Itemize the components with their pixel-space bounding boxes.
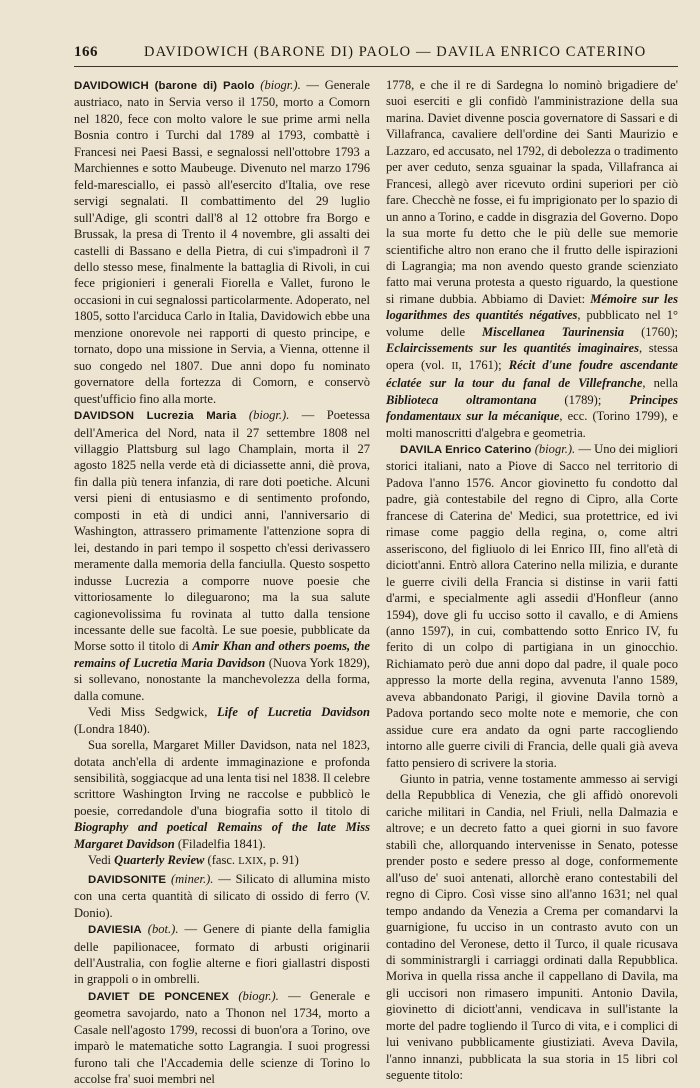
entry-category: (biogr.). (238, 988, 279, 1003)
entry-text: (Nuova York 1829), si sollevano, nonostante la manchevolezza della forma, dalla comune. (74, 655, 370, 703)
see-text: (fasc. (204, 853, 239, 868)
see-text: Vedi Miss Sedgwick, (88, 705, 217, 720)
entry-text: — Silicato di allumina misto con una certa quantità di silicato di ossido di ferro (V. Donio). (74, 871, 370, 920)
entry-head: DAVIDSON Lucrezia Maria (74, 410, 237, 423)
entry-text: — Generale e geometra savojardo, nato a Thonon nel 1734, morto a Casale nell'agosto 1799, recossi di buon'ora a Torino, ove imparò le matematiche sotto Lagrangia. I suoi progressi furono tali che l'Accademia delle scienze di Torino lo accolse fra' suoi membri nel (74, 988, 370, 1087)
entry-text: Sua sorella, Margaret Miller Davidson, nata nel 1823, dotata anch'ella di ardente immaginazione e profonda sensibilità, soggiacque ad una lenta tisi nel 1838. Il celebre scrittore Washington Irving ne raccolse e pubblicò le poesie, corredandole d'una biografia sotto il titolo di (74, 738, 370, 818)
see-also (74, 852, 370, 870)
page-header (74, 44, 678, 67)
entry-text: 1778, e che il re di Sardegna lo nominò brigadiere de' suoi eserciti e gli confidò l'amministrazione della sua marina. Daviet divenne poscia governatore di Sassari e di Villafranca, cavaliere dell'ordine dei Santi Maurizio e Lazzaro, ed accusato, nel 1792, di debolezza o tradimento per aver ceduto, senza sguainar la spada, Villafranca ai Francesi, allegò aver ricevuto ordini superiori per ciò fare. Checchè ne fosse, ei fu imprigionato per lo spazio di un anno a Torino, e cadde in disgrazia del Governo. Dopo la sua morte fu detto che le più delle sue memorie scientifiche altro non erano che il frutto delle ispirazioni di Lagrangia; ma non avendo questo grande scienziato fatto mai veruna protesta a questo riguardo, la questione si rimane dubbia. Abbiamo di Daviet: (386, 78, 678, 306)
entry-category: (biogr.). (248, 408, 290, 423)
entry-category: (biogr.). (534, 441, 576, 456)
entry-davidson-lucrezia (74, 407, 370, 704)
text-columns (74, 77, 678, 1087)
entry-text: — Genere di piante della famiglia delle papilionacee, formato di arbusti originarii dell'Australia, con foglie alterne e fiori giallastri disposti in grappoli o in ombrelli. (74, 922, 370, 987)
book-title: Miscellanea Taurinensia (482, 324, 625, 339)
running-title: DAVIDOWICH (BARONE DI) PAOLO — DAVILA ENRICO CATERINO (144, 44, 647, 60)
entry-text: , pubblicato nel 1° volume delle (386, 308, 678, 339)
right-column (386, 77, 678, 1083)
entry-text: , ecc. (Torino 1799), e molti manoscritti d'algebra e geometria. (386, 409, 678, 440)
entry-text: , stessa opera (vol. (386, 341, 678, 372)
entry-head: DAVIDOWICH (barone di) Paolo (74, 80, 255, 92)
book-title: Life of Lucretia Davidson (216, 705, 370, 720)
entry-daviesia (74, 921, 370, 988)
entry-davidson-margaret (74, 737, 370, 852)
book-title: Principes fondamentaux sur la mécanique (386, 392, 678, 424)
see-fasc: LXIX (238, 856, 264, 868)
entry-text: — Poetessa dell'America del Nord, nata il 27 settembre 1808 nel villaggio Plattsburg sul lago Champlain, morta il 27 agosto 1825 nella verde età di diciassette anni, diè prova, fin dalla più tenera infanzia, di rare doti poetiche. Alcuni versi pieni di entusiasmo e di sentimento profondo, composti in età di undici anni, l'anniversario di Washington, attrassero primamente l'attenzione sopra di lei, destando in pari tempo il sospetto ch'essi derivassero meramente dalla memoria della fanciulla. Questo sospetto indusse Lucrezia a comporre nuove poesie che vittoriosamente lo dileguarono; ma la sua salute cagionevolissima fu rovinata al tutto dalla tensione incessante delle sue facoltà. Le sue poesie, pubblicate da Morse sotto il titolo di (74, 408, 370, 654)
entry-text: , 1761); (458, 357, 509, 372)
book-title: Eclaircissements sur les quantités imaginaires (386, 341, 639, 356)
entry-head: DAVIET DE PONCENEX (88, 990, 230, 1003)
see-text: (Londra 1840). (74, 721, 150, 736)
entry-text: (1789); (536, 392, 630, 407)
see-also (74, 704, 370, 737)
entry-category: (biogr.). (260, 78, 301, 92)
see-text: Vedi (88, 853, 115, 868)
entry-category: (bot.). (147, 922, 179, 937)
left-column (74, 77, 370, 1087)
entry-head: DAVIESIA (88, 924, 142, 937)
book-title: Mémoire sur les logarithmes des quantités négatives (386, 291, 678, 323)
entry-text: — Generale austriaco, nato in Servia verso il 1750, morto a Comorn nel 1820, fece con molto valore le sue prime armi nella Bosnia contro i Turchi dal 1789 al 1793, combattè i Francesi nei Paesi Bassi, e segnalossi nell'ottobre 1793 a Marchiennes e sotto Maubeuge. Divenuto nel marzo 1796 feld-maresciallo, ei passò all'esercito d'Italia, ove rese servigi segnalati. Il combattimento del 29 luglio sull'Adige, gli scontri dall'8 al 12 ottobre fra Borgo e Brussak, la presa di Trento il 4 novembre, gli assalti dei castelli di Bassano e della Pietra, di cui s'impadronì il 7 dello stesso mese, finalmente la battaglia di Rivoli, in cui fece prigionieri i generali Fiorella e Vallet, furono le occasioni in cui segnalossi particolarmente. Adoperato, nel 1805, sotto l'arciduca Carlo in Italia, Davidowich ebbe una menzione onorevole nei rapporti di questo principe, e tornato, dopo una missione in Servia, a Vienna, ottenne il suo congedo nel 1807. Due anni dopo fu nominato governatore della fortezza di Comorn, e conservò quest'ufficio fino alla morte. (74, 78, 370, 406)
book-title: Amir Khan and others poems, the remains of Lucretia Maria Davidson (74, 639, 370, 670)
entry-text: , nella (642, 376, 678, 391)
entry-davidsonite (74, 871, 370, 921)
page-number: 166 (74, 44, 98, 60)
entry-davila (386, 441, 678, 771)
book-title: Récit d'une foudre ascendante éclatée sur la tour du fanal de Villefranche (386, 357, 678, 391)
entry-daviet (74, 988, 370, 1088)
entry-daviet-continued (386, 77, 678, 441)
book-title: Biblioteca oltramontana (386, 392, 537, 407)
entry-category: (miner.). (170, 871, 214, 886)
see-text: , p. 91) (263, 853, 299, 868)
book-title: Quarterly Review (114, 853, 205, 868)
volume-number: II (451, 360, 459, 372)
entry-text: — Uno dei migliori storici italiani, nato a Piove di Sacco nel territorio di Padova l'anno 1576. Ancor giovinetto fu condotto dal padre, già contestabile del regno di Cipro, alla Corte francese di Caterina de' Medici, sua protettrice, ed ivi rimase come paggio della regina, o, come altri asseriscono, del figliuolo di lei Enrico III, fino all'età di diciott'anni. Entrò allora Caterino nella milizia, e durante le guerre civili della Francia si distinse in varii fatti d'armi, e specialmente agli assedii d'Honfleur (anno 1594), dove gli fu ucciso sotto il cavallo, e di Amiens (anno 1597), in cui, combattendo sotto Enrico IV, fu ferito di un colpo di partigiana in un ginocchio. Richiamato però due anni dopo dal padre, il quale poco appresso la morte della regina, avvenuta l'anno 1589, aveva abbandonato Parigi, il giovine Davila tornò a Padova portando seco molte note e memorie, che con assidue cure era andato da ogni parte raccogliendo intorno alle guerre civili di Francia, delle quali già aveva fatto pensiero di scrivere la storia. (386, 441, 678, 770)
entry-head: DAVILA Enrico Caterino (400, 443, 532, 456)
entry-text: (Filadelfia 1841). (174, 836, 266, 851)
book-title: Biography and poetical Remains of the late Miss Margaret Davidson (74, 820, 370, 851)
entry-head: DAVIDSONITE (88, 873, 167, 886)
entry-davidowich (74, 77, 370, 407)
entry-davila-continued: Giunto in patria, venne tostamente ammesso ai servigi della Repubblica di Venezia, che gli affidò onorevoli cariche militari in Candia, nel Friuli, nella Dalmazia e altrove; e un decreto fatto a quei giorni in suo favore stabilì che, allorquando intervenisse in Senato, potesse prender posto e sedere presso al doge, conformemente all'uso de' suoi antenati, allorchè erano contestabili del regno di Cipro. Così visse sino all'anno 1631; nel qual tempo andando da Venezia a Crema per comandarvi la guarnigione, fu ucciso in un contrasto avuto con un contadino del Veronese, detto il Turco, il quale ricusava di somministrargli i carriaggi ordinati dalla Repubblica. Moriva in quella rissa anche il cappellano di Davila, ma gli uccisori non rimasero impuniti. Antonio Davila, giovinetto di diciott'anni, vendicava in sull'istante la morte del padre togliendo il Turco di vita, e i complici di lui venivano pubblicamente giustiziati. Aveva Davila, l'anno innanzi, pubblicata la sua storia in 15 libri col seguente titolo: (386, 772, 678, 1083)
entry-text: (1760); (624, 324, 678, 339)
